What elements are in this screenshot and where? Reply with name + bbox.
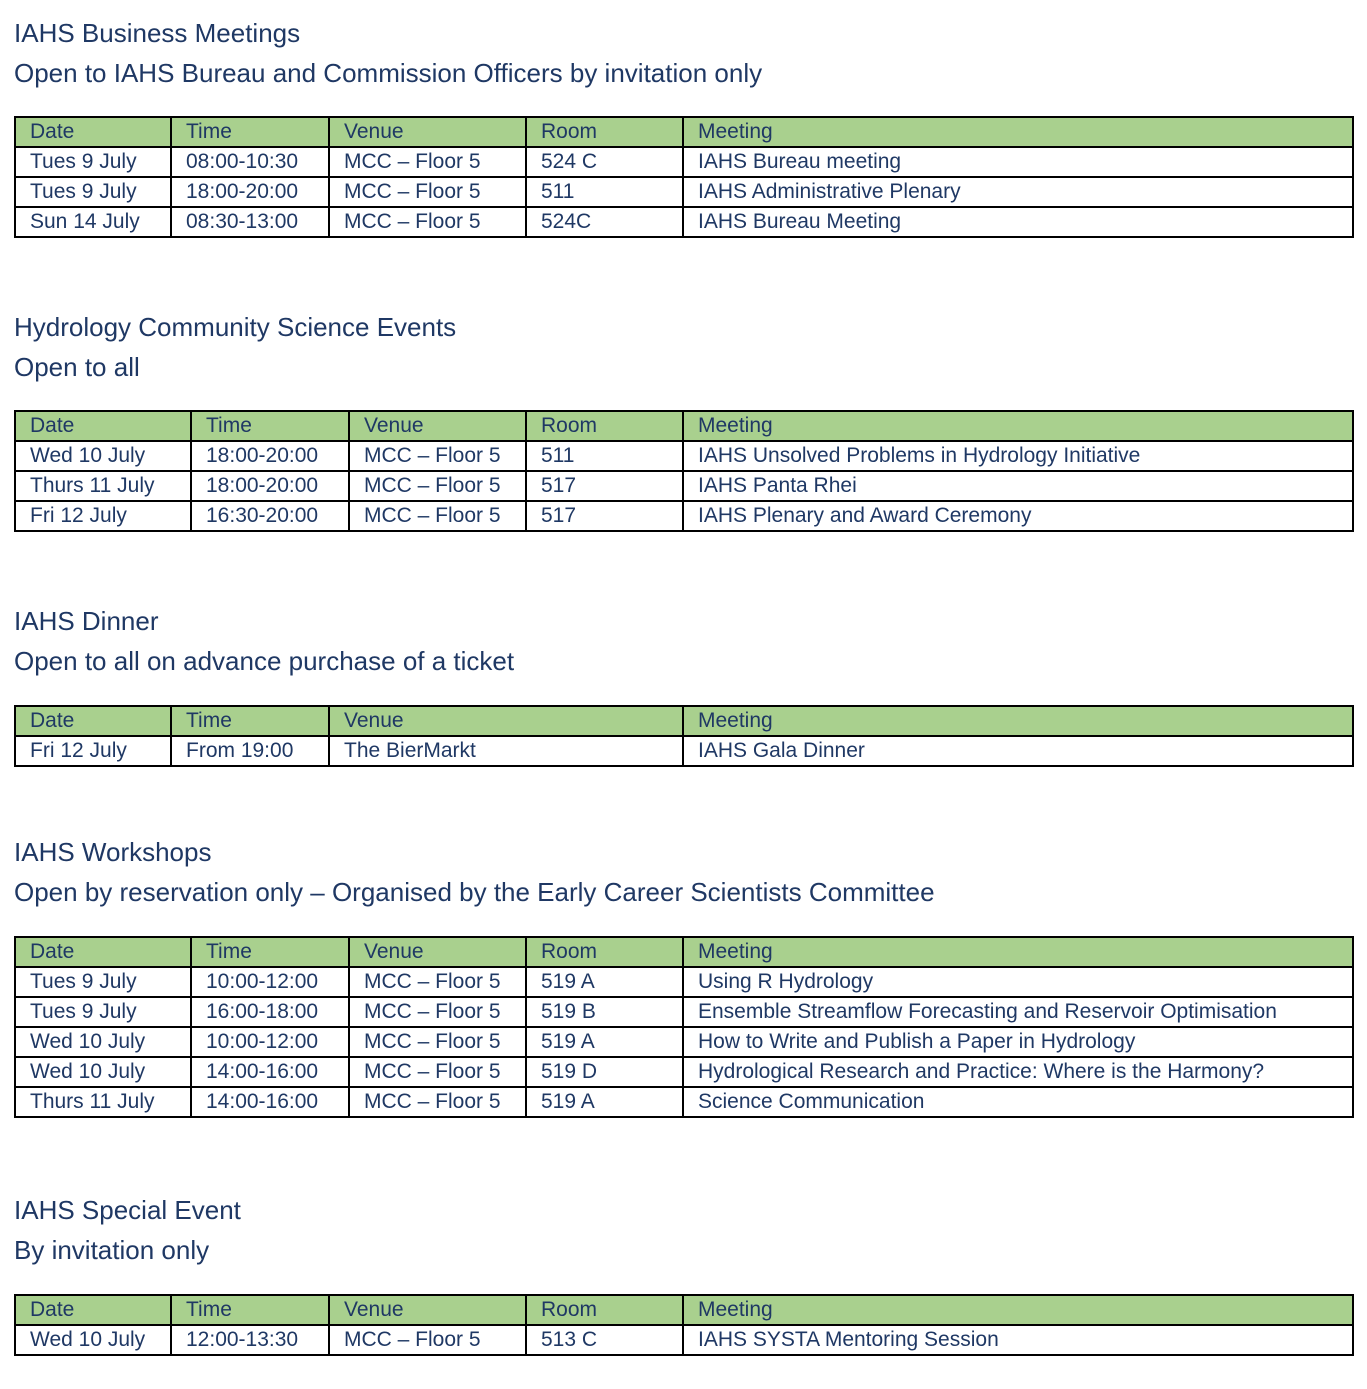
table-row — [15, 1087, 1353, 1117]
section-title: IAHS Workshops — [14, 837, 212, 867]
table-row — [15, 1027, 1353, 1057]
cell-time: 10:00-12:00 — [191, 967, 349, 997]
column-header-venue: Venue — [329, 1295, 526, 1325]
column-header-room: Room — [526, 117, 683, 147]
cell-meeting: IAHS Bureau Meeting — [683, 207, 1353, 237]
cell-date: Wed 10 July — [15, 1027, 191, 1057]
table-row — [15, 147, 1353, 177]
section-special-event — [14, 1190, 1354, 1356]
cell-time: 14:00-16:00 — [191, 1057, 349, 1087]
column-header-venue: Venue — [329, 706, 683, 736]
schedule-table — [14, 1294, 1354, 1356]
cell-venue: MCC – Floor 5 — [349, 1027, 526, 1057]
table-row — [15, 501, 1353, 531]
cell-room: 524 C — [526, 147, 683, 177]
cell-time: 18:00-20:00 — [171, 177, 329, 207]
cell-meeting: IAHS Plenary and Award Ceremony — [683, 501, 1353, 531]
cell-meeting: IAHS SYSTA Mentoring Session — [683, 1325, 1353, 1355]
cell-meeting: Ensemble Streamflow Forecasting and Reservoir Optimisation — [683, 997, 1353, 1027]
cell-meeting: IAHS Panta Rhei — [683, 471, 1353, 501]
column-header-meeting: Meeting — [683, 706, 1353, 736]
section-business-meetings — [14, 13, 1354, 238]
column-header-venue: Venue — [349, 411, 526, 441]
cell-room: 519 A — [526, 1087, 683, 1117]
cell-room: 511 — [526, 177, 683, 207]
table-row — [15, 997, 1353, 1027]
section-title: Hydrology Community Science Events — [14, 312, 457, 342]
column-header-meeting: Meeting — [683, 411, 1353, 441]
column-header-meeting: Meeting — [683, 937, 1353, 967]
cell-venue: MCC – Floor 5 — [329, 177, 526, 207]
table-header-row — [15, 937, 1353, 967]
schedule-table — [14, 705, 1354, 767]
cell-meeting: IAHS Unsolved Problems in Hydrology Initiative — [683, 441, 1353, 471]
column-header-time: Time — [191, 411, 349, 441]
section-subtitle: Open by reservation only – Organised by the Early Career Scientists Committee — [14, 877, 935, 907]
column-header-time: Time — [191, 937, 349, 967]
section-title: IAHS Special Event — [14, 1195, 241, 1225]
cell-venue: The BierMarkt — [329, 736, 683, 766]
table-row — [15, 967, 1353, 997]
cell-meeting: IAHS Gala Dinner — [683, 736, 1353, 766]
cell-venue: MCC – Floor 5 — [349, 501, 526, 531]
cell-time: 18:00-20:00 — [191, 441, 349, 471]
table-row — [15, 471, 1353, 501]
cell-meeting: IAHS Administrative Plenary — [683, 177, 1353, 207]
cell-time: 14:00-16:00 — [191, 1087, 349, 1117]
cell-time: 18:00-20:00 — [191, 471, 349, 501]
column-header-venue: Venue — [329, 117, 526, 147]
cell-time: 10:00-12:00 — [191, 1027, 349, 1057]
table-header-row — [15, 411, 1353, 441]
cell-date: Tues 9 July — [15, 997, 191, 1027]
cell-time: 16:00-18:00 — [191, 997, 349, 1027]
column-header-date: Date — [15, 706, 171, 736]
section-title: IAHS Business Meetings — [14, 18, 301, 48]
cell-room: 519 B — [526, 997, 683, 1027]
cell-date: Fri 12 July — [15, 736, 171, 766]
cell-room: 517 — [526, 501, 683, 531]
column-header-date: Date — [15, 1295, 171, 1325]
column-header-room: Room — [526, 411, 683, 441]
cell-time: 08:30-13:00 — [171, 207, 329, 237]
column-header-time: Time — [171, 1295, 329, 1325]
cell-date: Thurs 11 July — [15, 1087, 191, 1117]
cell-venue: MCC – Floor 5 — [349, 441, 526, 471]
cell-date: Tues 9 July — [15, 177, 171, 207]
column-header-date: Date — [15, 117, 171, 147]
cell-meeting: Hydrological Research and Practice: Where is the Harmony? — [683, 1057, 1353, 1087]
table-header-row — [15, 706, 1353, 736]
cell-meeting: IAHS Bureau meeting — [683, 147, 1353, 177]
table-row — [15, 736, 1353, 766]
column-header-date: Date — [15, 411, 191, 441]
section-iahs-dinner — [14, 601, 1354, 767]
section-subtitle: Open to IAHS Bureau and Commission Officers by invitation only — [14, 58, 763, 88]
cell-room: 513 C — [526, 1325, 683, 1355]
schedule-table — [14, 936, 1354, 1118]
section-iahs-workshops — [14, 832, 1354, 1118]
cell-date: Tues 9 July — [15, 147, 171, 177]
table-row — [15, 207, 1353, 237]
table-row — [15, 177, 1353, 207]
cell-date: Tues 9 July — [15, 967, 191, 997]
column-header-time: Time — [171, 706, 329, 736]
schedule-table — [14, 410, 1354, 532]
table-row — [15, 1325, 1353, 1355]
cell-venue: MCC – Floor 5 — [329, 207, 526, 237]
cell-meeting: How to Write and Publish a Paper in Hydrology — [683, 1027, 1353, 1057]
cell-venue: MCC – Floor 5 — [329, 1325, 526, 1355]
table-row — [15, 441, 1353, 471]
cell-room: 511 — [526, 441, 683, 471]
cell-date: Sun 14 July — [15, 207, 171, 237]
cell-date: Wed 10 July — [15, 1325, 171, 1355]
cell-time: 12:00-13:30 — [171, 1325, 329, 1355]
schedule-table — [14, 116, 1354, 238]
cell-time: 08:00-10:30 — [171, 147, 329, 177]
cell-venue: MCC – Floor 5 — [329, 147, 526, 177]
section-title: IAHS Dinner — [14, 606, 159, 636]
cell-time: From 19:00 — [171, 736, 329, 766]
cell-room: 519 A — [526, 1027, 683, 1057]
cell-room: 517 — [526, 471, 683, 501]
cell-venue: MCC – Floor 5 — [349, 1087, 526, 1117]
column-header-meeting: Meeting — [683, 117, 1353, 147]
cell-room: 519 D — [526, 1057, 683, 1087]
cell-date: Fri 12 July — [15, 501, 191, 531]
column-header-time: Time — [171, 117, 329, 147]
section-community-science-events — [14, 307, 1354, 532]
cell-room: 519 A — [526, 967, 683, 997]
section-subtitle: Open to all — [14, 352, 140, 382]
cell-venue: MCC – Floor 5 — [349, 1057, 526, 1087]
cell-venue: MCC – Floor 5 — [349, 967, 526, 997]
section-subtitle: Open to all on advance purchase of a ticket — [14, 646, 515, 676]
cell-date: Wed 10 July — [15, 1057, 191, 1087]
table-row — [15, 1057, 1353, 1087]
table-header-row — [15, 1295, 1353, 1325]
cell-meeting: Using R Hydrology — [683, 967, 1353, 997]
cell-room: 524C — [526, 207, 683, 237]
cell-venue: MCC – Floor 5 — [349, 997, 526, 1027]
cell-meeting: Science Communication — [683, 1087, 1353, 1117]
cell-venue: MCC – Floor 5 — [349, 471, 526, 501]
cell-time: 16:30-20:00 — [191, 501, 349, 531]
column-header-room: Room — [526, 937, 683, 967]
cell-date: Wed 10 July — [15, 441, 191, 471]
section-subtitle: By invitation only — [14, 1235, 210, 1265]
column-header-date: Date — [15, 937, 191, 967]
table-header-row — [15, 117, 1353, 147]
column-header-room: Room — [526, 1295, 683, 1325]
cell-date: Thurs 11 July — [15, 471, 191, 501]
column-header-venue: Venue — [349, 937, 526, 967]
column-header-meeting: Meeting — [683, 1295, 1353, 1325]
